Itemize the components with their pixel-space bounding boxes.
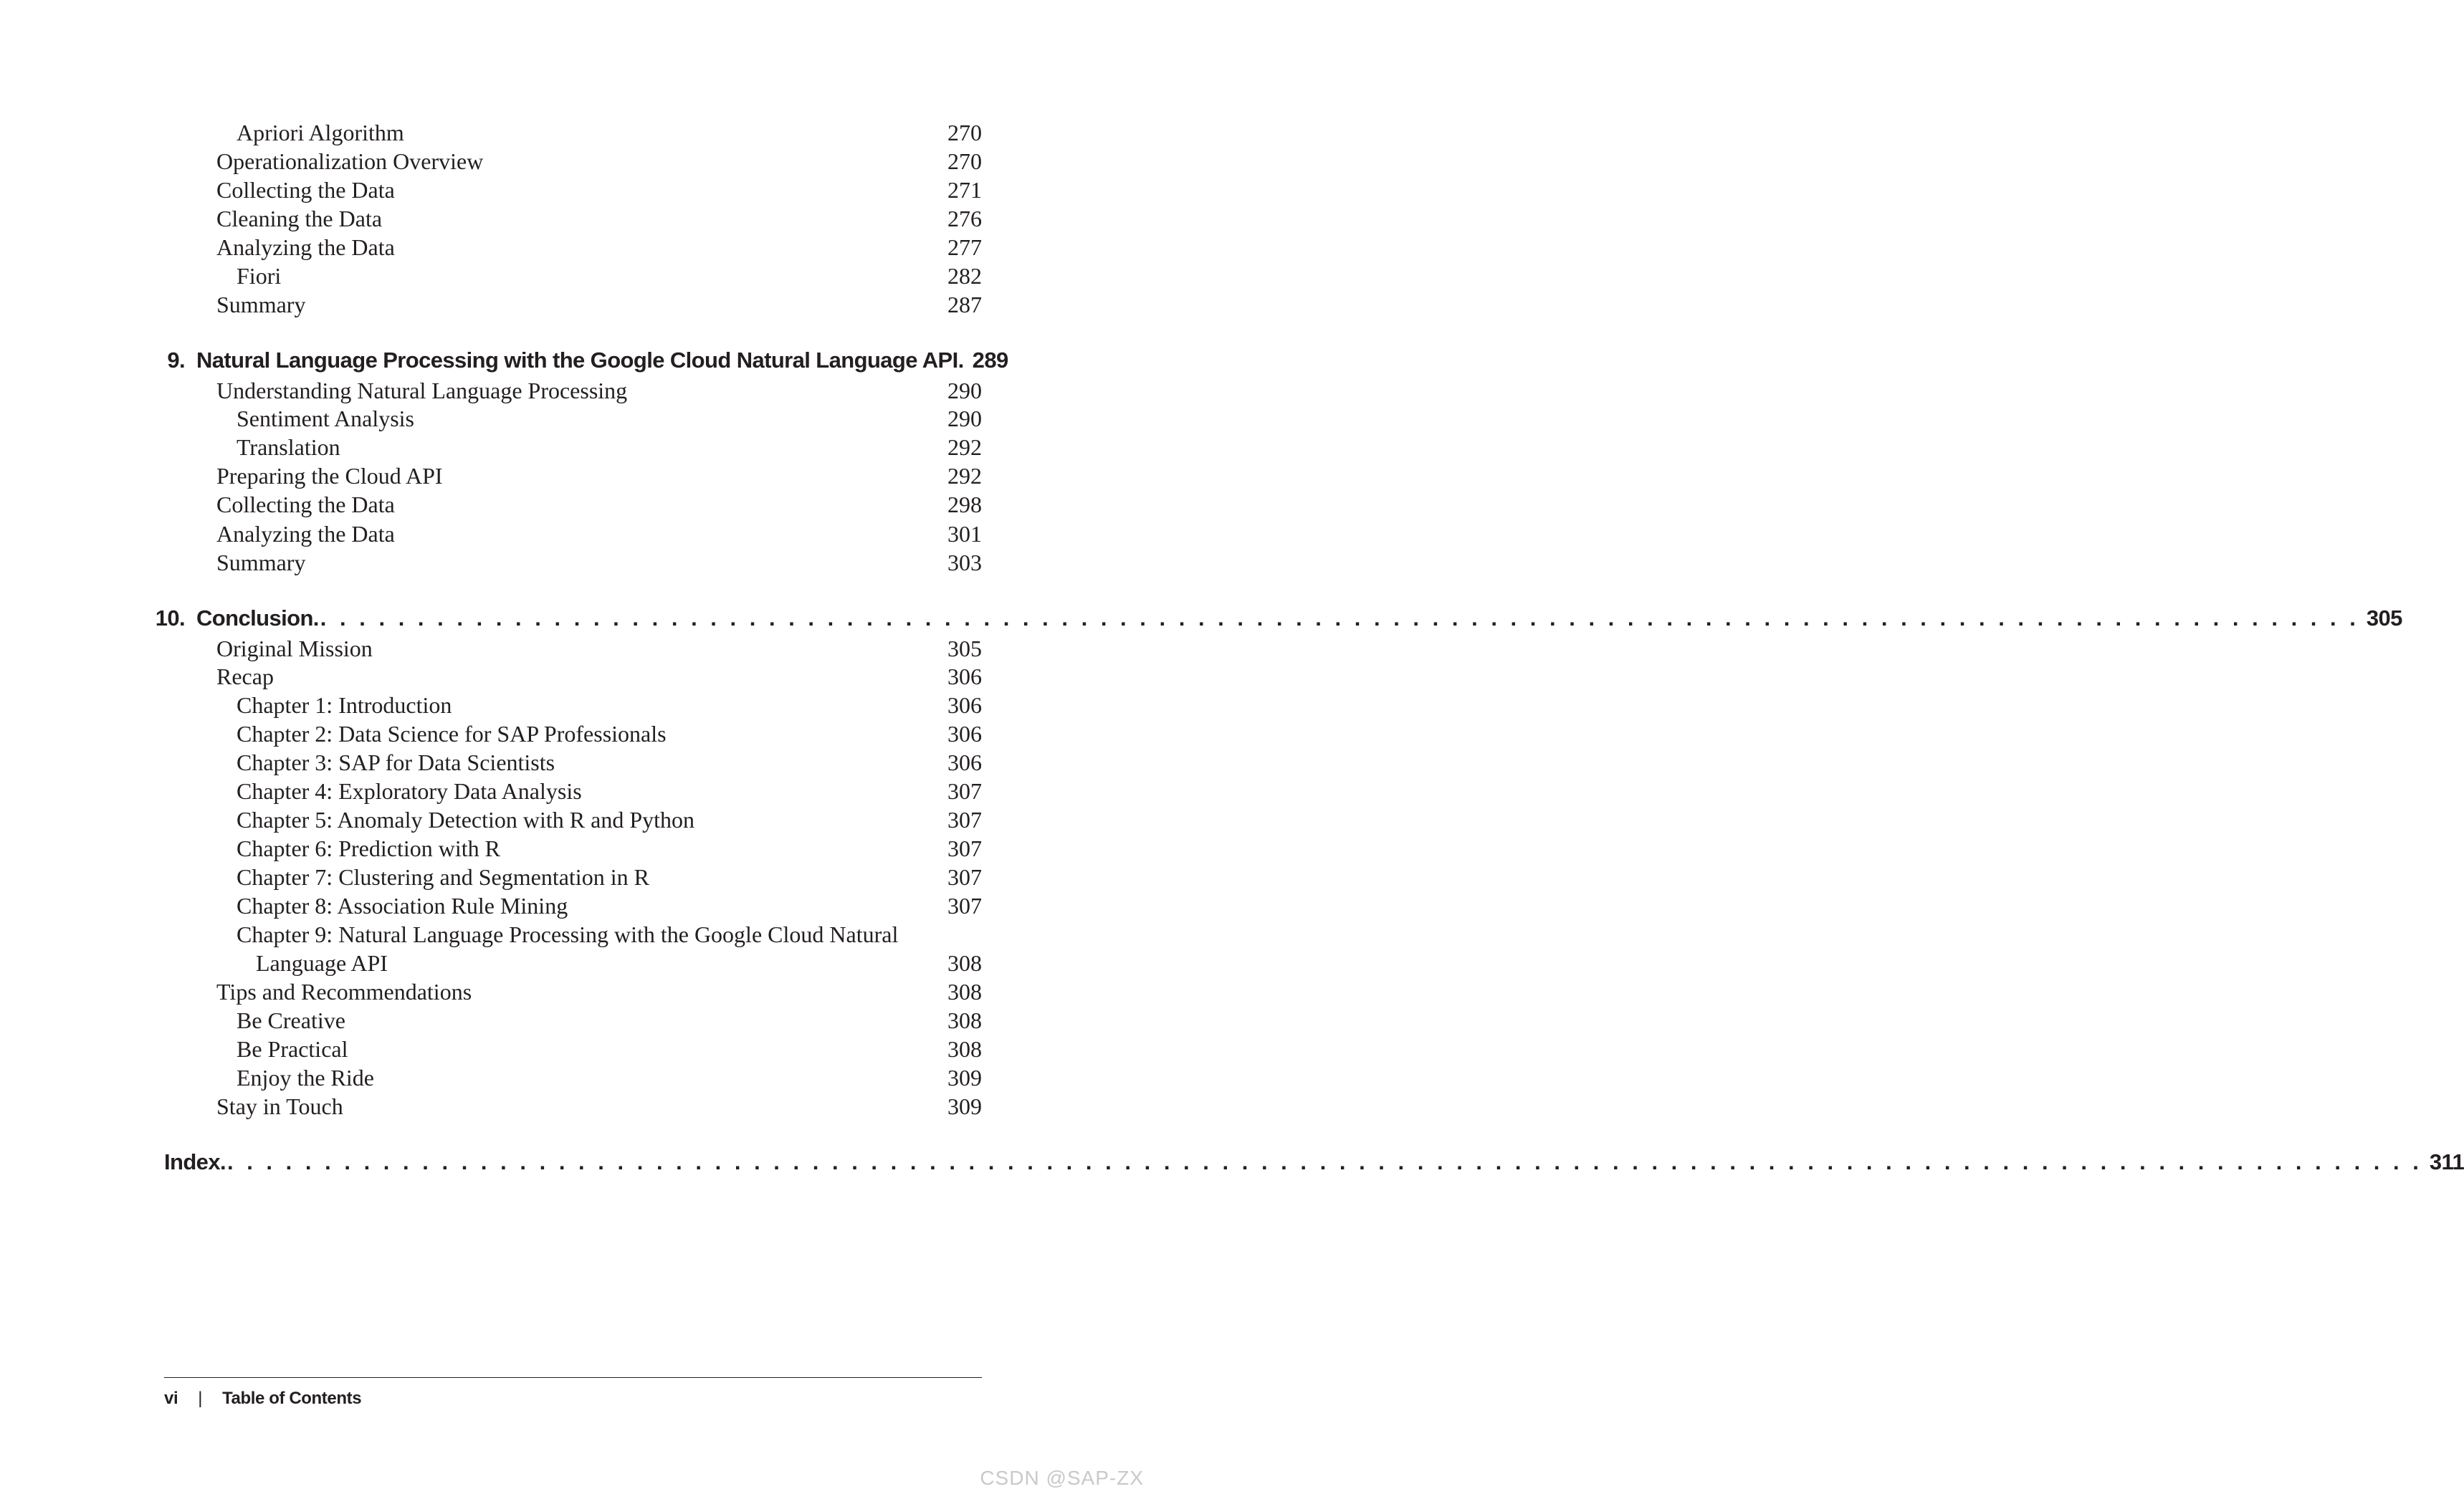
- toc-entry-page: 306: [947, 692, 982, 718]
- toc-entry-title: Enjoy the Ride: [237, 1065, 374, 1091]
- footer-separator: |: [198, 1389, 203, 1408]
- chapter-heading-9: [0, 345, 1147, 376]
- footer-page-number: vi: [164, 1389, 178, 1408]
- toc-entry-page: 276: [947, 206, 982, 231]
- toc-entry-title: Be Creative: [237, 1007, 345, 1033]
- toc-entry: [0, 777, 1147, 805]
- toc-entry-title: Chapter 3: SAP for Data Scientists: [237, 750, 555, 775]
- dot-leader: . . . . . . . . . . . . . . . . . . . . . . . . . . . . . . . . . . . . . . . . . . . . . . . . . . . . . . . . . . . . . . . . . . . . . . . . . . . . . . . . . . . . . . . . . . . . . . . . . . . . . . . . .: [320, 605, 2359, 631]
- toc-entry-title: Analyzing the Data: [216, 521, 395, 547]
- toc-entry-page: 303: [947, 550, 982, 575]
- toc-entry-title: Translation: [237, 434, 340, 460]
- toc-entry-title: Chapter 2: Data Science for SAP Professionals: [237, 721, 667, 747]
- toc-entry: [0, 748, 1147, 777]
- toc-entry-page: 307: [947, 893, 982, 919]
- toc-entry: [0, 891, 1147, 920]
- chapter-page: 305: [2366, 605, 2402, 631]
- toc-entry-page: 277: [947, 234, 982, 260]
- toc-entry-title: Summary: [216, 550, 306, 575]
- chapter-row: [164, 1146, 2464, 1178]
- toc-entry-title: Operationalization Overview: [216, 148, 484, 174]
- toc-entry-title: Preparing the Cloud API: [216, 463, 443, 489]
- chapter-title: Conclusion.: [196, 605, 319, 631]
- toc-entry-title: Understanding Natural Language Processing: [216, 378, 628, 403]
- toc-entry: [0, 233, 1147, 262]
- toc-entry: [0, 404, 1147, 433]
- toc-entry-page: 307: [947, 835, 982, 861]
- toc-entry: [0, 433, 1147, 461]
- index-heading: [0, 1146, 2464, 1178]
- toc-entry-title: Chapter 5: Anomaly Detection with R and Python: [237, 807, 695, 833]
- toc-entry: [0, 176, 1147, 204]
- toc-entry: [0, 1035, 1147, 1063]
- chapter-page: 311: [2429, 1149, 2464, 1174]
- toc-entry: [0, 204, 1147, 233]
- toc-entry-title: Analyzing the Data: [216, 234, 395, 260]
- toc-entry-title: Original Mission: [216, 636, 373, 661]
- toc-entry: [0, 691, 1147, 719]
- toc-entry: [0, 634, 1147, 663]
- toc-entry: [0, 1006, 1147, 1035]
- toc-entry-title: Be Practical: [237, 1036, 348, 1062]
- toc-entry: [0, 719, 1147, 748]
- dot-leader: . . . . . . . . . . . . . . . . . . . . . . . . . . . . . . . . . . . . . . . . . . . . . . . . . . . . . . . . . . . . . . . . . . . . . . . . . . . . . . . . . . . . . . . . . . . . . . . . . . . . . . . . . . . . . . . . .: [226, 1149, 2422, 1174]
- toc-entry-page: 287: [947, 292, 982, 317]
- toc-entry-title: Chapter 6: Prediction with R: [237, 835, 500, 861]
- toc-entry-page: 308: [947, 979, 982, 1005]
- toc-entry-title: Chapter 8: Association Rule Mining: [237, 893, 568, 919]
- toc-entry-title: Collecting the Data: [216, 177, 395, 203]
- toc-entry: [0, 1063, 1147, 1092]
- chapter-heading-10: [0, 603, 2402, 634]
- toc-entry: [0, 376, 1147, 405]
- toc-entry: [0, 262, 1147, 290]
- toc-entry-page: 290: [947, 406, 982, 431]
- toc-entry-title: Chapter 1: Introduction: [237, 692, 452, 718]
- toc-entry: [0, 662, 1147, 691]
- toc-entry-title: Chapter 7: Clustering and Segmentation in R: [237, 864, 649, 890]
- chapter-title: Natural Language Processing with the Google Cloud Natural Language API.: [196, 348, 964, 373]
- chapter-title: Index.: [164, 1149, 226, 1174]
- toc-entry: [0, 461, 1147, 490]
- toc-entry-title: Chapter 9: Natural Language Processing with the Google Cloud Natural: [237, 921, 899, 947]
- footer-section-title: Table of Contents: [222, 1389, 362, 1408]
- toc-entry-title: Summary: [216, 292, 306, 317]
- toc-entry-page: 308: [947, 950, 982, 976]
- toc-entry: [0, 548, 1147, 577]
- chapter-number: 9.: [167, 348, 185, 373]
- toc-entry-page: 309: [947, 1065, 982, 1091]
- watermark: CSDN @SAP-ZX: [980, 1467, 1144, 1489]
- toc-entry-title: Tips and Recommendations: [216, 979, 472, 1005]
- toc-entry-page: 306: [947, 721, 982, 747]
- chapter-row: [196, 603, 2402, 634]
- toc-entry-title: Cleaning the Data: [216, 206, 383, 231]
- toc-entry-page: 309: [947, 1093, 982, 1119]
- toc-entry: [0, 834, 1147, 863]
- toc-entry: [0, 920, 1147, 949]
- toc-entry-page: 282: [947, 263, 982, 289]
- toc-entry-page: 270: [947, 148, 982, 174]
- toc-entry-page: 290: [947, 378, 982, 403]
- chapter-number: 10.: [155, 605, 185, 631]
- toc-entry-title: Recap: [216, 664, 274, 689]
- toc-entry-page: 305: [947, 636, 982, 661]
- toc-entry: [0, 490, 1147, 519]
- toc-entry-title: Sentiment Analysis: [237, 406, 414, 431]
- toc-entry-page: 301: [947, 521, 982, 547]
- toc-entry: [0, 977, 1147, 1006]
- toc-entry: [0, 290, 1147, 319]
- toc-entry: [0, 805, 1147, 834]
- toc-entry-page: 307: [947, 778, 982, 804]
- toc-entry-page: 292: [947, 463, 982, 489]
- toc-entry: [0, 147, 1147, 176]
- toc-entry: [0, 1092, 1147, 1121]
- toc-entry-page: 271: [947, 177, 982, 203]
- toc-entry: [0, 949, 1147, 977]
- toc-entry-title: Language API: [256, 950, 388, 976]
- toc-entry-page: 307: [947, 864, 982, 890]
- toc-entry: [0, 519, 1147, 548]
- toc-entry-title: Apriori Algorithm: [237, 120, 404, 145]
- toc-entry: [0, 118, 1147, 147]
- toc-entry-page: 292: [947, 434, 982, 460]
- toc-entry-page: 307: [947, 807, 982, 833]
- toc-entry-page: 306: [947, 750, 982, 775]
- chapter-page: 289: [972, 348, 1008, 373]
- toc-entry-page: 308: [947, 1036, 982, 1062]
- toc-entry: [0, 863, 1147, 891]
- toc-entry-page: 306: [947, 664, 982, 689]
- page-footer: [164, 1386, 361, 1412]
- toc-entry-title: Fiori: [237, 263, 282, 289]
- chapter-row: [196, 345, 1008, 376]
- toc-entry-page: 270: [947, 120, 982, 145]
- toc-entry-title: Collecting the Data: [216, 492, 395, 517]
- toc-entry-page: 308: [947, 1007, 982, 1033]
- toc-entry-title: Chapter 4: Exploratory Data Analysis: [237, 778, 582, 804]
- toc-entry-page: 298: [947, 492, 982, 517]
- toc-entry-title: Stay in Touch: [216, 1093, 343, 1119]
- footer-divider: [164, 1377, 982, 1378]
